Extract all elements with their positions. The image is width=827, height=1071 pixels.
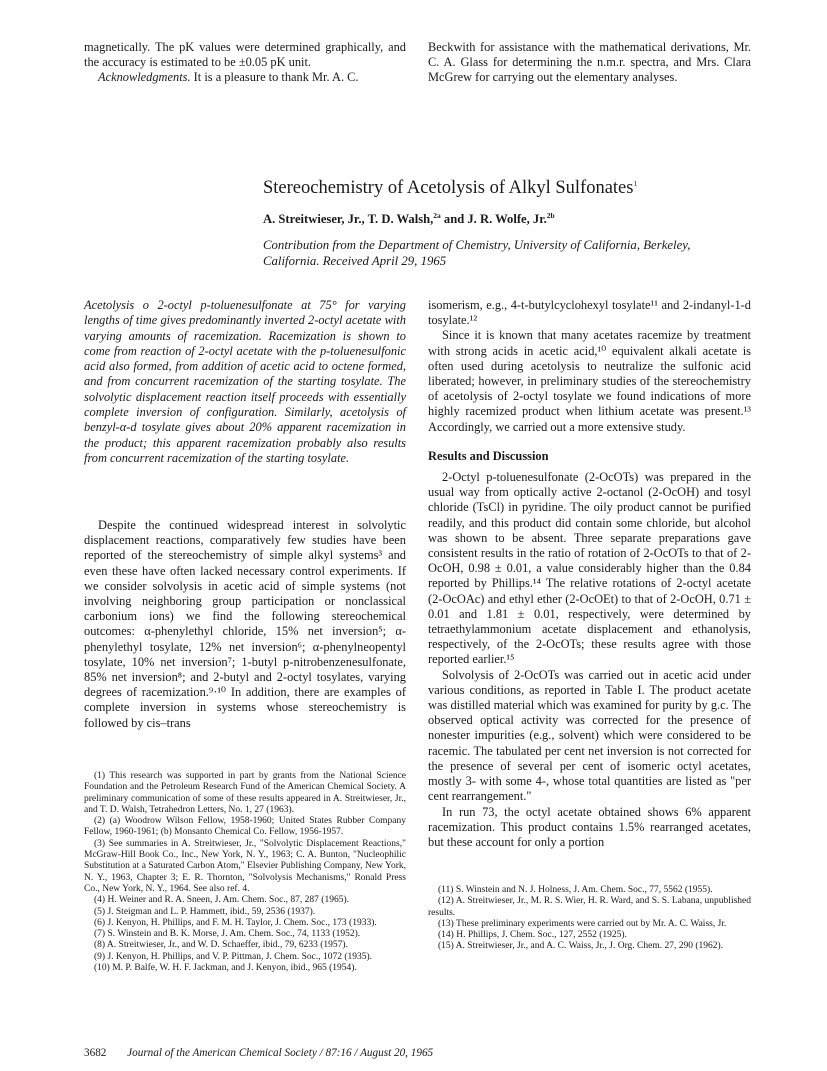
article-authors <box>263 212 555 227</box>
page-footer <box>84 1047 751 1059</box>
footnote: (2) (a) Woodrow Wilson Fellow, 1958-1960; United States Rubber Company Fellow, 1960-1961; (b) Monsanto Chemical Co. Fellow, 1956-1957. <box>84 816 406 838</box>
received-date: Received April 29, 1965 <box>322 254 447 268</box>
body-paragraph: In run 73, the octyl acetate obtained shows 6% apparent racemization. This product contains 1.5% rearranged acetates, but these account for only a portion <box>428 804 751 849</box>
affiliation-text: Contribution from the Department of Chemistry, University of California, Berkeley, California. <box>263 238 691 268</box>
journal-citation: Journal of the American Chemical Society / 87:16 / August 20, 1965 <box>127 1047 434 1059</box>
abstract <box>84 298 406 466</box>
footnote: (14) H. Phillips, J. Chem. Soc., 127, 2552 (1925). <box>438 930 627 941</box>
footnote: (6) J. Kenyon, H. Phillips, and F. M. H. Taylor, J. Chem. Soc., 173 (1933). <box>94 917 377 928</box>
acknowledgments <box>84 70 406 85</box>
footnote: (5) J. Steigman and L. P. Hammett, ibid., 59, 2536 (1937). <box>94 906 316 917</box>
right-column-body <box>428 298 751 850</box>
abstract-text: Acetolysis o 2-octyl p-toluenesulfonate at 75° for varying lengths of time gives predominantly inverted 2-octyl acetate with varying amounts of racemization. Racemization is shown to come from reaction of 2-octyl acetate with the p-toluenesulfonic acid also formed, from addition of acetic acid to octene formed, and from concurrent racemization of the starting tosylate. The solvolytic displacement reaction itself proceeds with essentially complete inversion of configuration. Similarly, acetolysis of benzyl-α-d tosylate gives about 20% apparent racemization in the product; this apparent racemization probably also results from concurrent racemization of the starting tosylate. <box>84 298 406 465</box>
footnotes-right <box>428 885 751 953</box>
title-text: Stereochemistry of Acetolysis of Alkyl Sulfonates <box>263 178 634 198</box>
body-paragraph: Since it is known that many acetates racemize by treatment with strong acids in acetic acid,¹⁰ equivalent alkali acetate is often used during acetolysis to neutralize the sulfonic acid liberated; however, in preliminary studies of the stereochemistry of acetolysis of 2-octyl tosylate we found indications of more highly racemized product when lithium acetate was present.¹³ Accordingly, we carried out a more extensive study. <box>428 328 751 434</box>
title-footnote-mark: 1 <box>633 178 638 188</box>
footnote: (9) J. Kenyon, H. Phillips, and V. P. Pittman, J. Chem. Soc., 1072 (1935). <box>94 951 373 962</box>
body-paragraph: Solvolysis of 2-OcOTs was carried out in acetic acid under various conditions, as reported in Table I. The product acetate was distilled material which was examined for purity by g.c. The observed optical activity was corrected for the presence of nonester impurities (e.g., solvent) which were considered to be racemic. The tabulated per cent net inversion is not corrected for the presence of several per cent of isomeric octyl acetates, mostly 3- with some 4-, whose total quantities are listed as "per cent rearrangement." <box>428 667 751 804</box>
footnote: (11) S. Winstein and N. J. Holness, J. Am. Chem. Soc., 77, 5562 (1955). <box>438 885 713 895</box>
body-paragraph: 2-Octyl p-toluenesulfonate (2-OcOTs) was prepared in the usual way from optically active 2-octanol (2-OcOH) and tosyl chloride (TsCl) in pyridine. The oily product cannot be purified readily, and this product did contain some chloride, but alcohol was shown to be absent. Three separate preparations gave consistent results in the ratio of rotation of 2-OcOTs to that of 2-OcOH, 0.98 ± 0.01, a value considerably higher than the 0.84 reported by Phillips.¹⁴ The relative rotations of 2-octyl acetate (2-OcOAc) and ethyl ether (2-OcOEt) to that of 2-OcOH, 0.71 ± 0.01 and 1.81 ± 0.01, respectively, were determined by tetraethylammonium acetate displacement and ethanolysis, respectively, of the 2-OcOTs; these results agree with those reported earlier.¹⁵ <box>428 470 751 667</box>
top-right-text: Beckwith for assistance with the mathematical derivations, Mr. C. A. Glass for determining the n.m.r. spectra, and Mrs. Clara McGrew for carrying out the elementary analyses. <box>428 40 751 85</box>
authors-sup-a: 2a <box>433 210 441 220</box>
ack-text: It is a pleasure to thank Mr. A. C. <box>193 70 359 85</box>
top-left-text: magnetically. The pK values were determined graphically, and the accuracy is estimated to be ±0.05 pK unit. <box>84 40 406 70</box>
article-affiliation <box>263 237 733 269</box>
footnote: (13) These preliminary experiments were carried out by Mr. A. C. Waiss, Jr. <box>438 918 727 929</box>
introduction <box>84 518 406 731</box>
authors-part-a: A. Streitwieser, Jr., T. D. Walsh, <box>263 212 434 226</box>
body-paragraph: isomerism, e.g., 4-t-butylcyclohexyl tosylate¹¹ and 2-indanyl-1-d tosylate.¹² <box>428 298 751 328</box>
section-heading: Results and Discussion <box>428 448 549 463</box>
top-left-continuation <box>84 40 406 86</box>
footnote: (8) A. Streitwieser, Jr., and W. D. Schaeffer, ibid., 79, 6233 (1957). <box>94 940 348 951</box>
authors-part-b: and J. R. Wolfe, Jr. <box>443 212 547 226</box>
footnote: (10) M. P. Balfe, W. H. F. Jackman, and J. Kenyon, ibid., 965 (1954). <box>94 963 357 974</box>
authors-sup-b: 2b <box>546 210 555 220</box>
page-number: 3682 <box>84 1047 107 1059</box>
footnote: (12) A. Streitwieser, Jr., M. R. S. Wier, H. R. Ward, and S. S. Labana, unpublished results. <box>428 896 751 918</box>
footnote: (15) A. Streitwieser, Jr., and A. C. Waiss, Jr., J. Org. Chem. 27, 290 (1962). <box>438 941 724 952</box>
footnotes-left <box>84 771 406 974</box>
ack-label: Acknowledgments. <box>98 70 191 85</box>
footnote: (4) H. Weiner and R. A. Sneen, J. Am. Chem. Soc., 87, 287 (1965). <box>94 895 350 906</box>
top-right-continuation <box>428 40 751 86</box>
footnote: (3) See summaries in A. Streitwieser, Jr., "Solvolytic Displacement Reactions," McGraw-Hill Book Co., Inc., New York, N. Y., 1963; C. A. Bunton, "Nucleophilic Substitution at a Saturated Carbon Atom," Elsevier Publishing Company, New York, N. Y., 1963, Chapter 3; E. R. Thornton, "Solvolysis Mechanisms," Ronald Press Co., New York, N. Y., 1964. See also ref. 4. <box>84 838 406 894</box>
intro-paragraph: Despite the continued widespread interest in solvolytic displacement reactions, comparatively few studies have been reported of the stereochemistry of simple alkyl systems³ and even these have often lacked necessary control experiments. If we consider solvolysis in acetic acid of simple systems (not involving neighboring group participation or nonclassical carbonium ions) we find the following stereochemical outcomes: α-phenylethyl chloride, 15% net inversion⁵; α-phenylethyl tosylate, 12% net inversion⁶; α-phenylneopentyl tosylate, 10% net inversion⁷; 1-butyl p-nitrobenzenesulfonate, 85% net inversion⁸; and 2-butyl and 2-octyl tosylates, varying degrees of racemization.⁹·¹⁰ In addition, there are examples of complete inversion in systems whose stereochemistry is followed by cis–trans <box>84 518 406 730</box>
article-title <box>263 178 637 199</box>
footnote: (7) S. Winstein and B. K. Morse, J. Am. Chem. Soc., 74, 1133 (1952). <box>94 929 361 940</box>
footnote: (1) This research was supported in part by grants from the National Science Foundation and the Petroleum Research Fund of the American Chemical Society. A preliminary communication of some of these results appeared in A. Streitwieser, Jr., and T. D. Walsh, Tetrahedron Letters, No. 1, 27 (1963). <box>84 771 406 815</box>
